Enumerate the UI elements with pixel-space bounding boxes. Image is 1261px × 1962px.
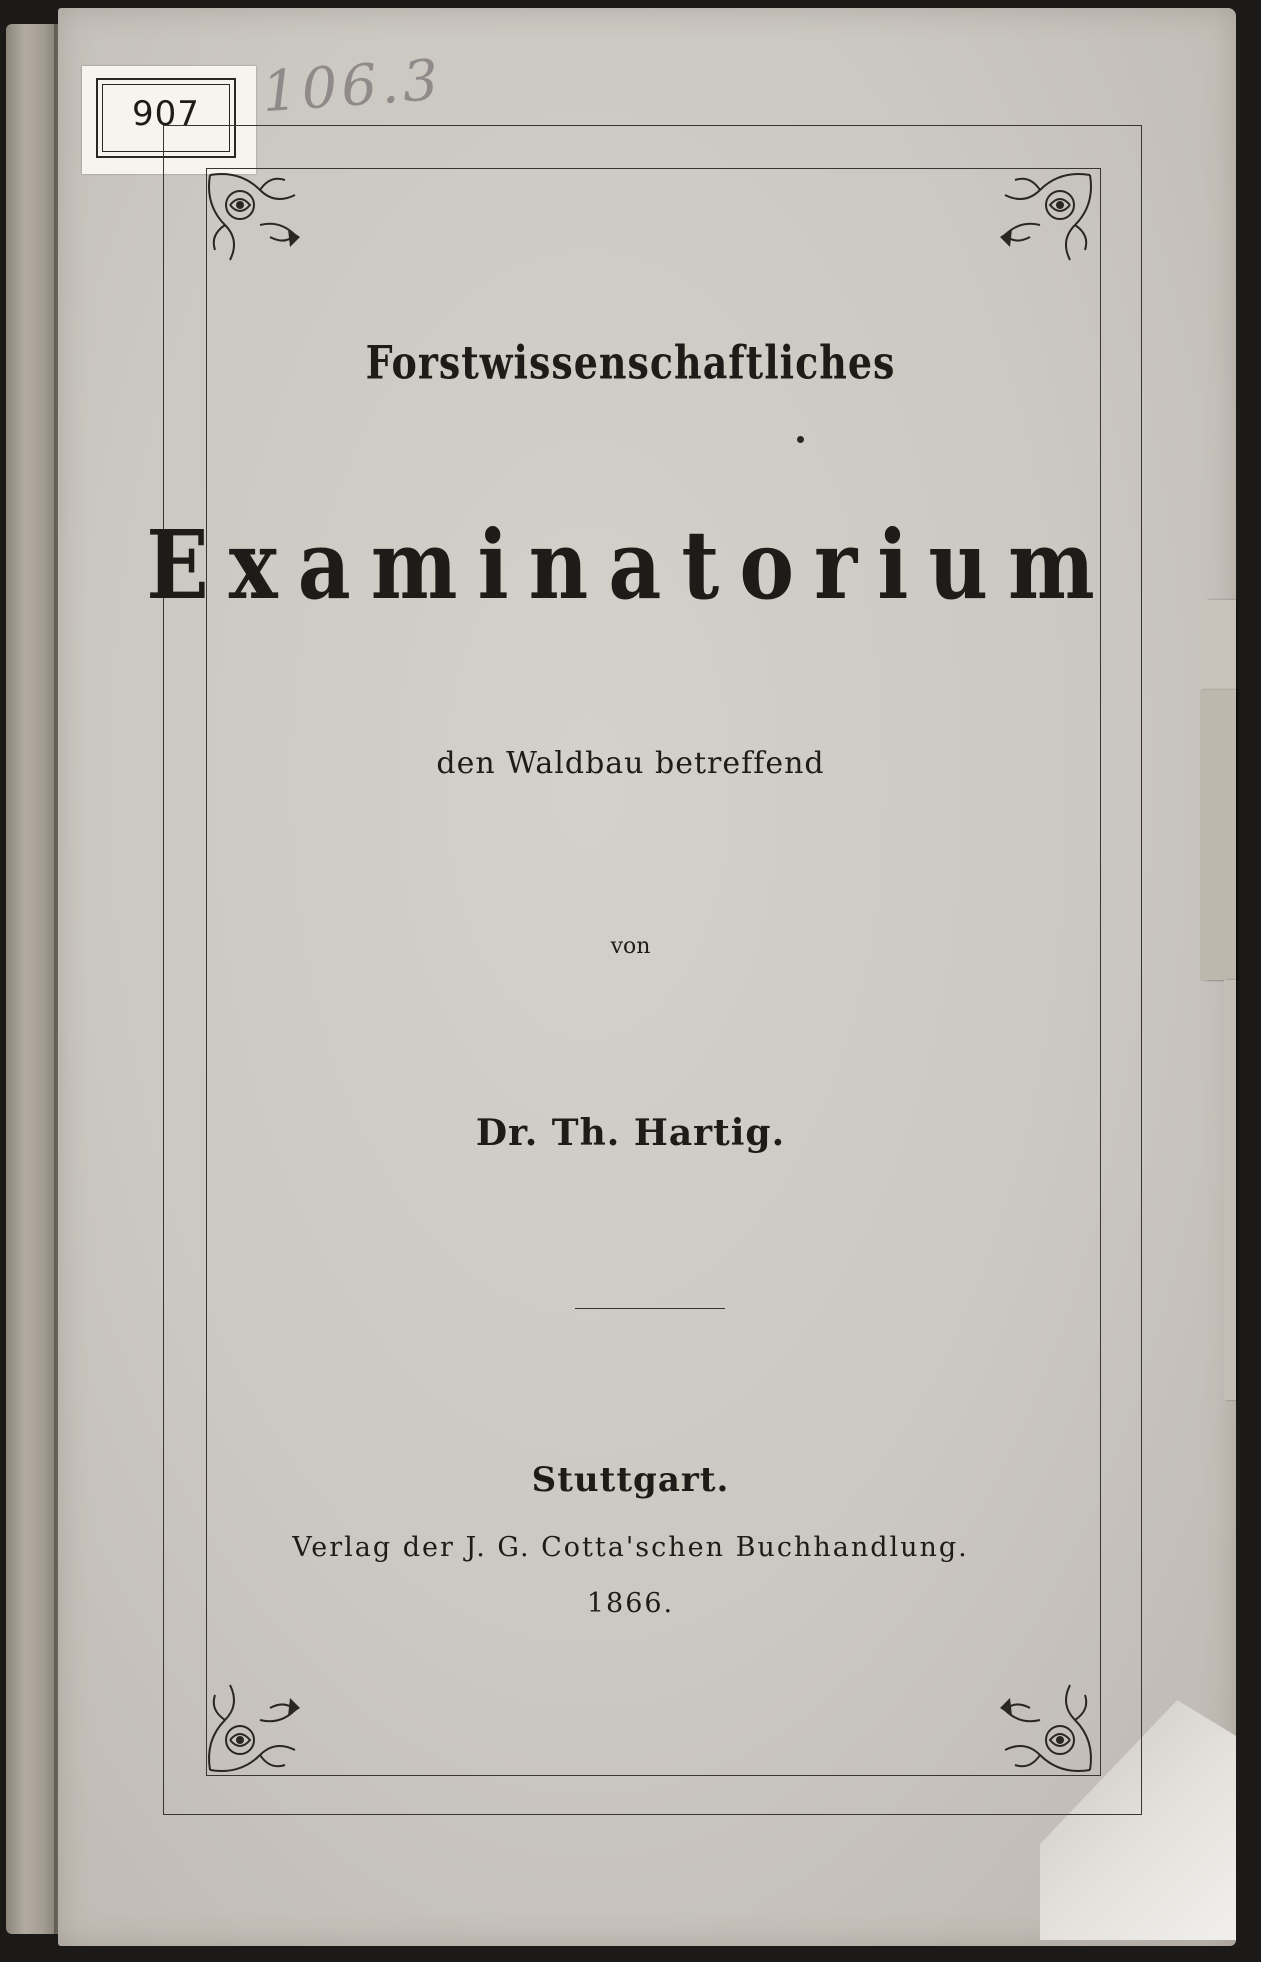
ornament-flourish-icon: [200, 165, 320, 285]
subtitle: den Waldbau betreffend: [436, 746, 825, 781]
library-label-number: 907: [132, 94, 200, 134]
publication-year: 1866.: [586, 1588, 675, 1619]
publication-place: Stuttgart.: [531, 1460, 730, 1500]
torn-edge: [1224, 980, 1236, 1400]
handwritten-shelfmark: 106.3: [259, 47, 445, 126]
divider-rule: [575, 1308, 725, 1309]
by-line: von: [610, 934, 651, 959]
ornament-flourish-icon: [980, 165, 1100, 285]
author: Dr. Th. Hartig.: [475, 1112, 786, 1154]
title-line-2: Examinatorium: [146, 510, 1115, 622]
ink-speck: [797, 436, 804, 443]
ornament-flourish-icon: [980, 1660, 1100, 1780]
title-line-1: Forstwissenschaftliches: [365, 335, 896, 390]
publisher: Verlag der J. G. Cotta'schen Buchhandlung.: [292, 1532, 969, 1563]
ornament-flourish-icon: [200, 1660, 320, 1780]
